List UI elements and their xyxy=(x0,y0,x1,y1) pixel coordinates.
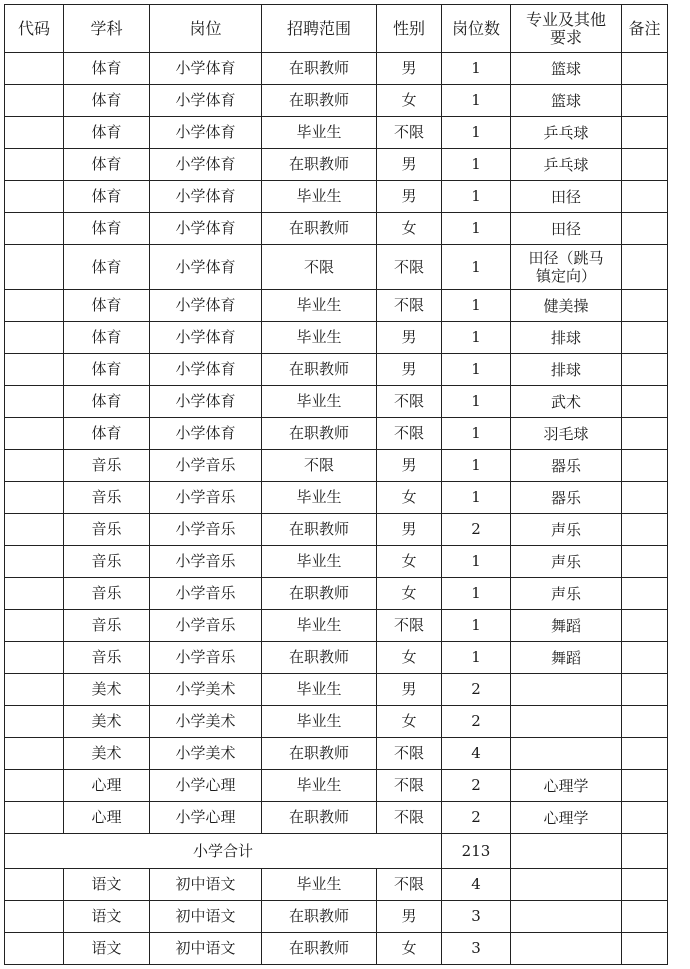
cell-remarks xyxy=(622,901,668,933)
subtotal-row xyxy=(5,834,668,869)
cell-gender: 男 xyxy=(377,53,442,85)
cell-scope: 在职教师 xyxy=(262,213,377,245)
cell-count: 1 xyxy=(442,322,511,354)
cell-count: 2 xyxy=(442,802,511,834)
cell-code xyxy=(5,53,64,85)
cell-position: 小学音乐 xyxy=(150,546,262,578)
cell-position: 小学美术 xyxy=(150,674,262,706)
cell-remarks xyxy=(622,834,668,869)
cell-subject: 语文 xyxy=(64,933,150,965)
recruitment-table xyxy=(4,4,668,965)
header-gender: 性别 xyxy=(377,5,442,53)
cell-count: 1 xyxy=(442,85,511,117)
cell-position: 小学音乐 xyxy=(150,642,262,674)
cell-requirements xyxy=(511,738,622,770)
cell-scope: 毕业生 xyxy=(262,482,377,514)
cell-scope: 在职教师 xyxy=(262,901,377,933)
cell-code xyxy=(5,117,64,149)
table-row xyxy=(5,149,668,181)
cell-scope: 毕业生 xyxy=(262,386,377,418)
cell-requirements xyxy=(511,834,622,869)
cell-scope: 毕业生 xyxy=(262,290,377,322)
cell-remarks xyxy=(622,706,668,738)
cell-gender: 女 xyxy=(377,546,442,578)
cell-requirements: 排球 xyxy=(511,354,622,386)
cell-count: 1 xyxy=(442,290,511,322)
cell-code xyxy=(5,386,64,418)
cell-remarks xyxy=(622,578,668,610)
cell-code xyxy=(5,354,64,386)
cell-requirements: 排球 xyxy=(511,322,622,354)
cell-requirements xyxy=(511,706,622,738)
cell-count: 1 xyxy=(442,418,511,450)
cell-scope: 在职教师 xyxy=(262,149,377,181)
header-scope: 招聘范围 xyxy=(262,5,377,53)
cell-remarks xyxy=(622,117,668,149)
table-row xyxy=(5,674,668,706)
cell-count: 1 xyxy=(442,117,511,149)
cell-gender: 不限 xyxy=(377,290,442,322)
cell-scope: 毕业生 xyxy=(262,869,377,901)
cell-count: 2 xyxy=(442,770,511,802)
cell-code xyxy=(5,245,64,290)
table-row xyxy=(5,418,668,450)
cell-subject: 体育 xyxy=(64,117,150,149)
cell-gender: 女 xyxy=(377,933,442,965)
cell-position: 小学美术 xyxy=(150,738,262,770)
cell-gender: 不限 xyxy=(377,117,442,149)
cell-requirements: 篮球 xyxy=(511,85,622,117)
cell-requirements: 舞蹈 xyxy=(511,642,622,674)
cell-code xyxy=(5,450,64,482)
cell-remarks xyxy=(622,213,668,245)
cell-count: 1 xyxy=(442,578,511,610)
cell-code xyxy=(5,322,64,354)
subtotal-label: 小学合计 xyxy=(5,834,442,869)
cell-requirements: 器乐 xyxy=(511,450,622,482)
cell-remarks xyxy=(622,354,668,386)
cell-requirements: 篮球 xyxy=(511,53,622,85)
cell-remarks xyxy=(622,149,668,181)
cell-position: 小学音乐 xyxy=(150,450,262,482)
table-row xyxy=(5,322,668,354)
cell-position: 小学体育 xyxy=(150,149,262,181)
cell-count: 1 xyxy=(442,450,511,482)
cell-subject: 语文 xyxy=(64,901,150,933)
cell-code xyxy=(5,901,64,933)
cell-gender: 女 xyxy=(377,642,442,674)
cell-scope: 在职教师 xyxy=(262,53,377,85)
cell-requirements: 乒乓球 xyxy=(511,117,622,149)
cell-position: 小学音乐 xyxy=(150,482,262,514)
cell-count: 1 xyxy=(442,354,511,386)
cell-subject: 体育 xyxy=(64,386,150,418)
cell-subject: 体育 xyxy=(64,181,150,213)
cell-position: 小学体育 xyxy=(150,181,262,213)
cell-subject: 体育 xyxy=(64,245,150,290)
cell-gender: 女 xyxy=(377,578,442,610)
cell-remarks xyxy=(622,674,668,706)
cell-requirements: 健美操 xyxy=(511,290,622,322)
cell-code xyxy=(5,181,64,213)
cell-gender: 不限 xyxy=(377,610,442,642)
table-row xyxy=(5,738,668,770)
cell-scope: 毕业生 xyxy=(262,546,377,578)
cell-subject: 心理 xyxy=(64,770,150,802)
cell-count: 3 xyxy=(442,901,511,933)
cell-code xyxy=(5,610,64,642)
cell-gender: 男 xyxy=(377,514,442,546)
cell-requirements: 田径 xyxy=(511,181,622,213)
cell-requirements: 武术 xyxy=(511,386,622,418)
cell-scope: 毕业生 xyxy=(262,610,377,642)
cell-code xyxy=(5,149,64,181)
cell-gender: 男 xyxy=(377,149,442,181)
table-row xyxy=(5,386,668,418)
cell-count: 2 xyxy=(442,706,511,738)
cell-position: 小学美术 xyxy=(150,706,262,738)
table-row xyxy=(5,642,668,674)
cell-subject: 音乐 xyxy=(64,610,150,642)
cell-scope: 毕业生 xyxy=(262,322,377,354)
cell-gender: 男 xyxy=(377,181,442,213)
cell-gender: 男 xyxy=(377,674,442,706)
cell-scope: 毕业生 xyxy=(262,770,377,802)
cell-subject: 音乐 xyxy=(64,642,150,674)
cell-gender: 女 xyxy=(377,85,442,117)
cell-count: 1 xyxy=(442,213,511,245)
cell-gender: 女 xyxy=(377,213,442,245)
cell-gender: 不限 xyxy=(377,770,442,802)
cell-position: 小学体育 xyxy=(150,354,262,386)
cell-remarks xyxy=(622,290,668,322)
cell-position: 小学体育 xyxy=(150,322,262,354)
cell-subject: 音乐 xyxy=(64,482,150,514)
cell-code xyxy=(5,418,64,450)
cell-position: 小学心理 xyxy=(150,802,262,834)
cell-position: 小学体育 xyxy=(150,85,262,117)
cell-gender: 不限 xyxy=(377,418,442,450)
cell-gender: 不限 xyxy=(377,245,442,290)
cell-scope: 在职教师 xyxy=(262,354,377,386)
cell-gender: 男 xyxy=(377,322,442,354)
table-row xyxy=(5,53,668,85)
cell-position: 小学体育 xyxy=(150,117,262,149)
cell-subject: 美术 xyxy=(64,738,150,770)
cell-subject: 体育 xyxy=(64,418,150,450)
cell-code xyxy=(5,514,64,546)
cell-gender: 女 xyxy=(377,706,442,738)
cell-subject: 音乐 xyxy=(64,450,150,482)
header-row xyxy=(5,5,668,53)
cell-count: 1 xyxy=(442,149,511,181)
cell-subject: 体育 xyxy=(64,354,150,386)
table-row xyxy=(5,546,668,578)
cell-code xyxy=(5,482,64,514)
cell-code xyxy=(5,642,64,674)
cell-gender: 不限 xyxy=(377,802,442,834)
cell-subject: 音乐 xyxy=(64,514,150,546)
cell-subject: 音乐 xyxy=(64,546,150,578)
cell-requirements: 羽毛球 xyxy=(511,418,622,450)
cell-remarks xyxy=(622,770,668,802)
cell-subject: 音乐 xyxy=(64,578,150,610)
cell-code xyxy=(5,290,64,322)
cell-remarks xyxy=(622,514,668,546)
cell-code xyxy=(5,213,64,245)
cell-subject: 体育 xyxy=(64,322,150,354)
cell-scope: 在职教师 xyxy=(262,802,377,834)
cell-remarks xyxy=(622,610,668,642)
cell-count: 3 xyxy=(442,933,511,965)
cell-requirements xyxy=(511,933,622,965)
header-count: 岗位数 xyxy=(442,5,511,53)
cell-position: 初中语文 xyxy=(150,869,262,901)
cell-remarks xyxy=(622,450,668,482)
cell-code xyxy=(5,770,64,802)
header-remarks: 备注 xyxy=(622,5,668,53)
cell-remarks xyxy=(622,738,668,770)
cell-position: 小学音乐 xyxy=(150,514,262,546)
cell-position: 小学体育 xyxy=(150,213,262,245)
cell-count: 2 xyxy=(442,674,511,706)
cell-subject: 体育 xyxy=(64,85,150,117)
cell-scope: 毕业生 xyxy=(262,674,377,706)
cell-code xyxy=(5,706,64,738)
table-row xyxy=(5,245,668,290)
cell-scope: 在职教师 xyxy=(262,85,377,117)
cell-scope: 在职教师 xyxy=(262,578,377,610)
cell-gender: 女 xyxy=(377,482,442,514)
cell-subject: 美术 xyxy=(64,706,150,738)
cell-code xyxy=(5,674,64,706)
cell-requirements: 声乐 xyxy=(511,578,622,610)
cell-code xyxy=(5,933,64,965)
table-row xyxy=(5,514,668,546)
cell-count: 1 xyxy=(442,53,511,85)
cell-subject: 美术 xyxy=(64,674,150,706)
cell-scope: 在职教师 xyxy=(262,738,377,770)
header-position: 岗位 xyxy=(150,5,262,53)
cell-remarks xyxy=(622,546,668,578)
table-row xyxy=(5,802,668,834)
cell-position: 小学体育 xyxy=(150,290,262,322)
table-row xyxy=(5,610,668,642)
table-row xyxy=(5,181,668,213)
cell-remarks xyxy=(622,322,668,354)
cell-requirements: 田径 xyxy=(511,213,622,245)
cell-position: 小学体育 xyxy=(150,386,262,418)
table-row xyxy=(5,933,668,965)
table-row xyxy=(5,482,668,514)
cell-gender: 不限 xyxy=(377,869,442,901)
cell-gender: 不限 xyxy=(377,738,442,770)
cell-scope: 毕业生 xyxy=(262,181,377,213)
cell-requirements: 乒乓球 xyxy=(511,149,622,181)
cell-requirements: 心理学 xyxy=(511,802,622,834)
cell-scope: 不限 xyxy=(262,245,377,290)
cell-count: 1 xyxy=(442,642,511,674)
cell-remarks xyxy=(622,869,668,901)
cell-scope: 在职教师 xyxy=(262,514,377,546)
table-row xyxy=(5,901,668,933)
table-row xyxy=(5,354,668,386)
header-code: 代码 xyxy=(5,5,64,53)
cell-count: 4 xyxy=(442,738,511,770)
cell-requirements: 声乐 xyxy=(511,546,622,578)
cell-remarks xyxy=(622,418,668,450)
cell-code xyxy=(5,546,64,578)
cell-count: 1 xyxy=(442,546,511,578)
cell-requirements xyxy=(511,674,622,706)
cell-code xyxy=(5,869,64,901)
cell-subject: 体育 xyxy=(64,213,150,245)
cell-count: 2 xyxy=(442,514,511,546)
table-row xyxy=(5,213,668,245)
cell-position: 小学体育 xyxy=(150,53,262,85)
cell-requirements: 心理学 xyxy=(511,770,622,802)
cell-count: 1 xyxy=(442,181,511,213)
table-row xyxy=(5,290,668,322)
cell-requirements: 田径（跳马 镇定向） xyxy=(511,245,622,290)
cell-scope: 在职教师 xyxy=(262,642,377,674)
cell-subject: 体育 xyxy=(64,53,150,85)
cell-position: 小学心理 xyxy=(150,770,262,802)
cell-scope: 毕业生 xyxy=(262,117,377,149)
cell-remarks xyxy=(622,245,668,290)
cell-subject: 体育 xyxy=(64,290,150,322)
cell-remarks xyxy=(622,53,668,85)
cell-position: 初中语文 xyxy=(150,901,262,933)
cell-requirements xyxy=(511,869,622,901)
cell-count: 1 xyxy=(442,245,511,290)
cell-requirements: 器乐 xyxy=(511,482,622,514)
cell-scope: 不限 xyxy=(262,450,377,482)
cell-remarks xyxy=(622,802,668,834)
cell-requirements: 舞蹈 xyxy=(511,610,622,642)
table-body xyxy=(5,53,668,965)
table-row xyxy=(5,770,668,802)
cell-position: 小学体育 xyxy=(150,418,262,450)
cell-gender: 男 xyxy=(377,450,442,482)
cell-requirements xyxy=(511,901,622,933)
table-row xyxy=(5,117,668,149)
cell-count: 1 xyxy=(442,482,511,514)
cell-code xyxy=(5,738,64,770)
cell-remarks xyxy=(622,85,668,117)
cell-remarks xyxy=(622,642,668,674)
cell-count: 4 xyxy=(442,869,511,901)
cell-gender: 男 xyxy=(377,901,442,933)
cell-subject: 心理 xyxy=(64,802,150,834)
table-row xyxy=(5,578,668,610)
table-row xyxy=(5,85,668,117)
cell-scope: 在职教师 xyxy=(262,418,377,450)
table-row xyxy=(5,869,668,901)
cell-count: 213 xyxy=(442,834,511,869)
cell-remarks xyxy=(622,933,668,965)
cell-gender: 不限 xyxy=(377,386,442,418)
cell-remarks xyxy=(622,482,668,514)
cell-code xyxy=(5,85,64,117)
table-row xyxy=(5,450,668,482)
cell-position: 小学音乐 xyxy=(150,578,262,610)
cell-scope: 毕业生 xyxy=(262,706,377,738)
header-subject: 学科 xyxy=(64,5,150,53)
cell-count: 1 xyxy=(442,610,511,642)
cell-subject: 语文 xyxy=(64,869,150,901)
cell-remarks xyxy=(622,386,668,418)
cell-code xyxy=(5,802,64,834)
cell-requirements: 声乐 xyxy=(511,514,622,546)
cell-position: 初中语文 xyxy=(150,933,262,965)
cell-count: 1 xyxy=(442,386,511,418)
cell-position: 小学音乐 xyxy=(150,610,262,642)
cell-remarks xyxy=(622,181,668,213)
cell-scope: 在职教师 xyxy=(262,933,377,965)
cell-gender: 男 xyxy=(377,354,442,386)
cell-subject: 体育 xyxy=(64,149,150,181)
cell-position: 小学体育 xyxy=(150,245,262,290)
cell-code xyxy=(5,578,64,610)
header-requirements: 专业及其他 要求 xyxy=(511,5,622,53)
table-row xyxy=(5,706,668,738)
